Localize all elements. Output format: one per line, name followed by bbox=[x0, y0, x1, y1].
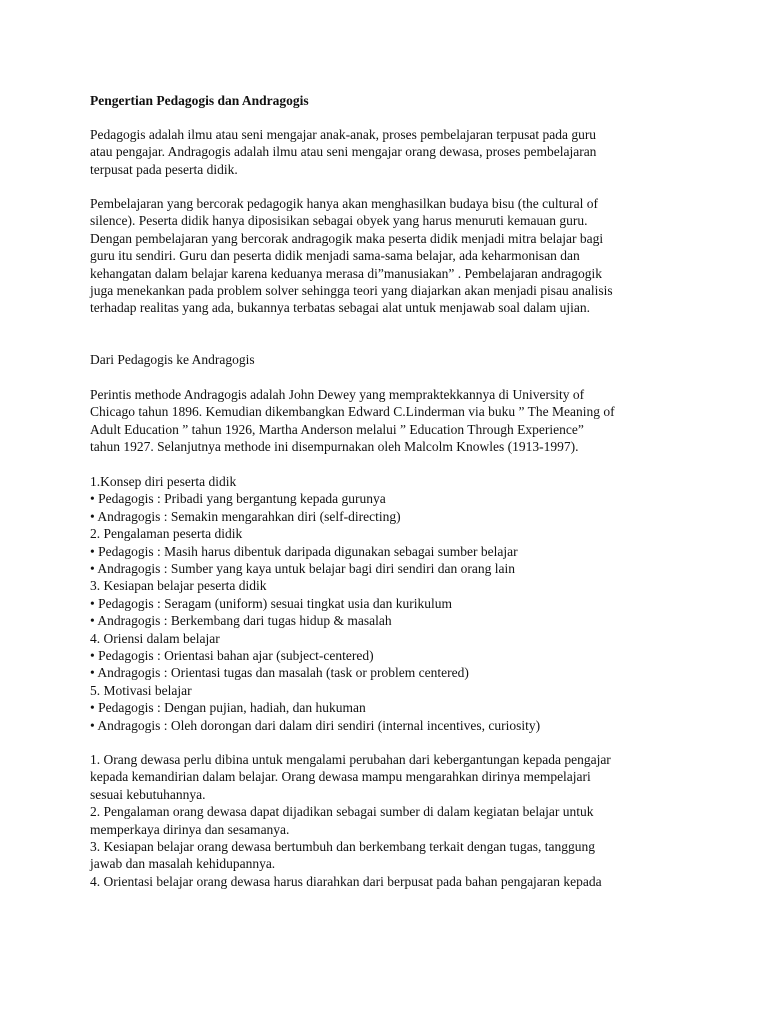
section-heading-block bbox=[90, 351, 690, 368]
list-item: • Pedagogis : Orientasi bahan ajar (subject-centered) bbox=[90, 648, 374, 664]
list-item: memperkaya dirinya dan sesamanya. bbox=[90, 821, 290, 837]
list-item: kepada kemandirian dalam belajar. Orang dewasa mampu mengarahkan dirinya mempelajari bbox=[90, 769, 591, 785]
text-line: Perintis methode Andragogis adalah John Dewey yang mempraktekkannya di University of bbox=[90, 387, 585, 402]
text-line: atau pengajar. Andragogis adalah ilmu atau seni mengajar orang dewasa, proses pembelajaran bbox=[90, 144, 597, 160]
list-item: 4. Oriensi dalam belajar bbox=[90, 630, 220, 646]
list-item: • Pedagogis : Seragam (uniform) sesuai tingkat usia dan kurikulum bbox=[90, 595, 453, 611]
list-item: • Andragogis : Semakin mengarahkan diri (self-directing) bbox=[90, 508, 401, 524]
list-item: sesuai kebutuhannya. bbox=[90, 786, 206, 802]
list-item: • Pedagogis : Dengan pujian, hadiah, dan hukuman bbox=[90, 700, 366, 716]
principles-list bbox=[90, 751, 690, 890]
text-line: Adult Education ” tahun 1926, Martha Anderson melalui ” Education Through Experience” bbox=[90, 421, 584, 437]
text-line: Pembelajaran yang bercorak pedagogik hanya akan menghasilkan budaya bisu (the cultural of bbox=[90, 196, 598, 211]
list-item: • Andragogis : Sumber yang kaya untuk belajar bagi diri sendiri dan orang lain bbox=[90, 561, 515, 577]
list-item: • Pedagogis : Pribadi yang bergantung kepada gurunya bbox=[90, 491, 386, 507]
text-line: Chicago tahun 1896. Kemudian dikembangkan Edward C.Linderman via buku ” The Meaning of bbox=[90, 404, 615, 420]
list-item: • Pedagogis : Masih harus dibentuk daripada digunakan sebagai sumber belajar bbox=[90, 543, 518, 559]
list-item: • Andragogis : Oleh dorongan dari dalam diri sendiri (internal incentives, curiosity) bbox=[90, 717, 541, 733]
list-item: 1. Orang dewasa perlu dibina untuk mengalami perubahan dari kebergantungan kepada pengajar bbox=[90, 752, 611, 767]
list-item: 3. Kesiapan belajar peserta didik bbox=[90, 578, 267, 594]
text-line: terpusat pada peserta didik. bbox=[90, 161, 238, 177]
text-line: silence). Peserta didik hanya diposisikan sebagai obyek yang harus menuruti kemauan guru. bbox=[90, 213, 588, 229]
intro-paragraph bbox=[90, 126, 690, 178]
text-line: Dengan pembelajaran yang bercorak andragogik maka peserta didik menjadi mitra belajar bagi bbox=[90, 230, 604, 246]
list-item: • Andragogis : Orientasi tugas dan masalah (task or problem centered) bbox=[90, 665, 469, 681]
document-title-block bbox=[90, 92, 690, 109]
text-line: kehangatan dalam belajar karena keduanya merasa di”manusiakan” . Pembelajaran andragogik bbox=[90, 265, 603, 281]
comparison-list bbox=[90, 473, 690, 734]
list-item: 4. Orientasi belajar orang dewasa harus diarahkan dari berpusat pada bahan pengajaran kepada bbox=[90, 873, 602, 889]
text-line: terhadap realitas yang ada, bukannya terbatas sebagai alat untuk menjawab soal dalam ujian. bbox=[90, 300, 591, 316]
history-paragraph bbox=[90, 386, 690, 456]
list-item: 1.Konsep diri peserta didik bbox=[90, 474, 237, 489]
list-item: 2. Pengalaman orang dewasa dapat dijadikan sebagai sumber di dalam kegiatan belajar untuk bbox=[90, 804, 594, 820]
document-title: Pengertian Pedagogis dan Andragogis bbox=[90, 93, 309, 108]
list-item: jawab dan masalah kehidupannya. bbox=[90, 856, 276, 872]
list-item: • Andragogis : Berkembang dari tugas hidup & masalah bbox=[90, 613, 392, 629]
text-line: Pedagogis adalah ilmu atau seni mengajar anak-anak, proses pembelajaran terpusat pada guru bbox=[90, 127, 597, 142]
pedagogy-comparison-paragraph bbox=[90, 195, 690, 317]
list-item: 3. Kesiapan belajar orang dewasa bertumbuh dan berkembang terkait dengan tugas, tanggung bbox=[90, 839, 595, 855]
text-line: juga menekankan pada problem solver sehingga teori yang diajarkan akan menjadi pisau analisis bbox=[90, 283, 613, 299]
text-line: guru itu sendiri. Guru dan peserta didik menjadi sama-sama belajar, ada keharmonisan dan bbox=[90, 248, 580, 264]
section-heading: Dari Pedagogis ke Andragogis bbox=[90, 352, 255, 367]
text-line: tahun 1927. Selanjutnya methode ini disempurnakan oleh Malcolm Knowles (1913-1997). bbox=[90, 439, 579, 455]
list-item: 5. Motivasi belajar bbox=[90, 682, 192, 698]
list-item: 2. Pengalaman peserta didik bbox=[90, 526, 243, 542]
